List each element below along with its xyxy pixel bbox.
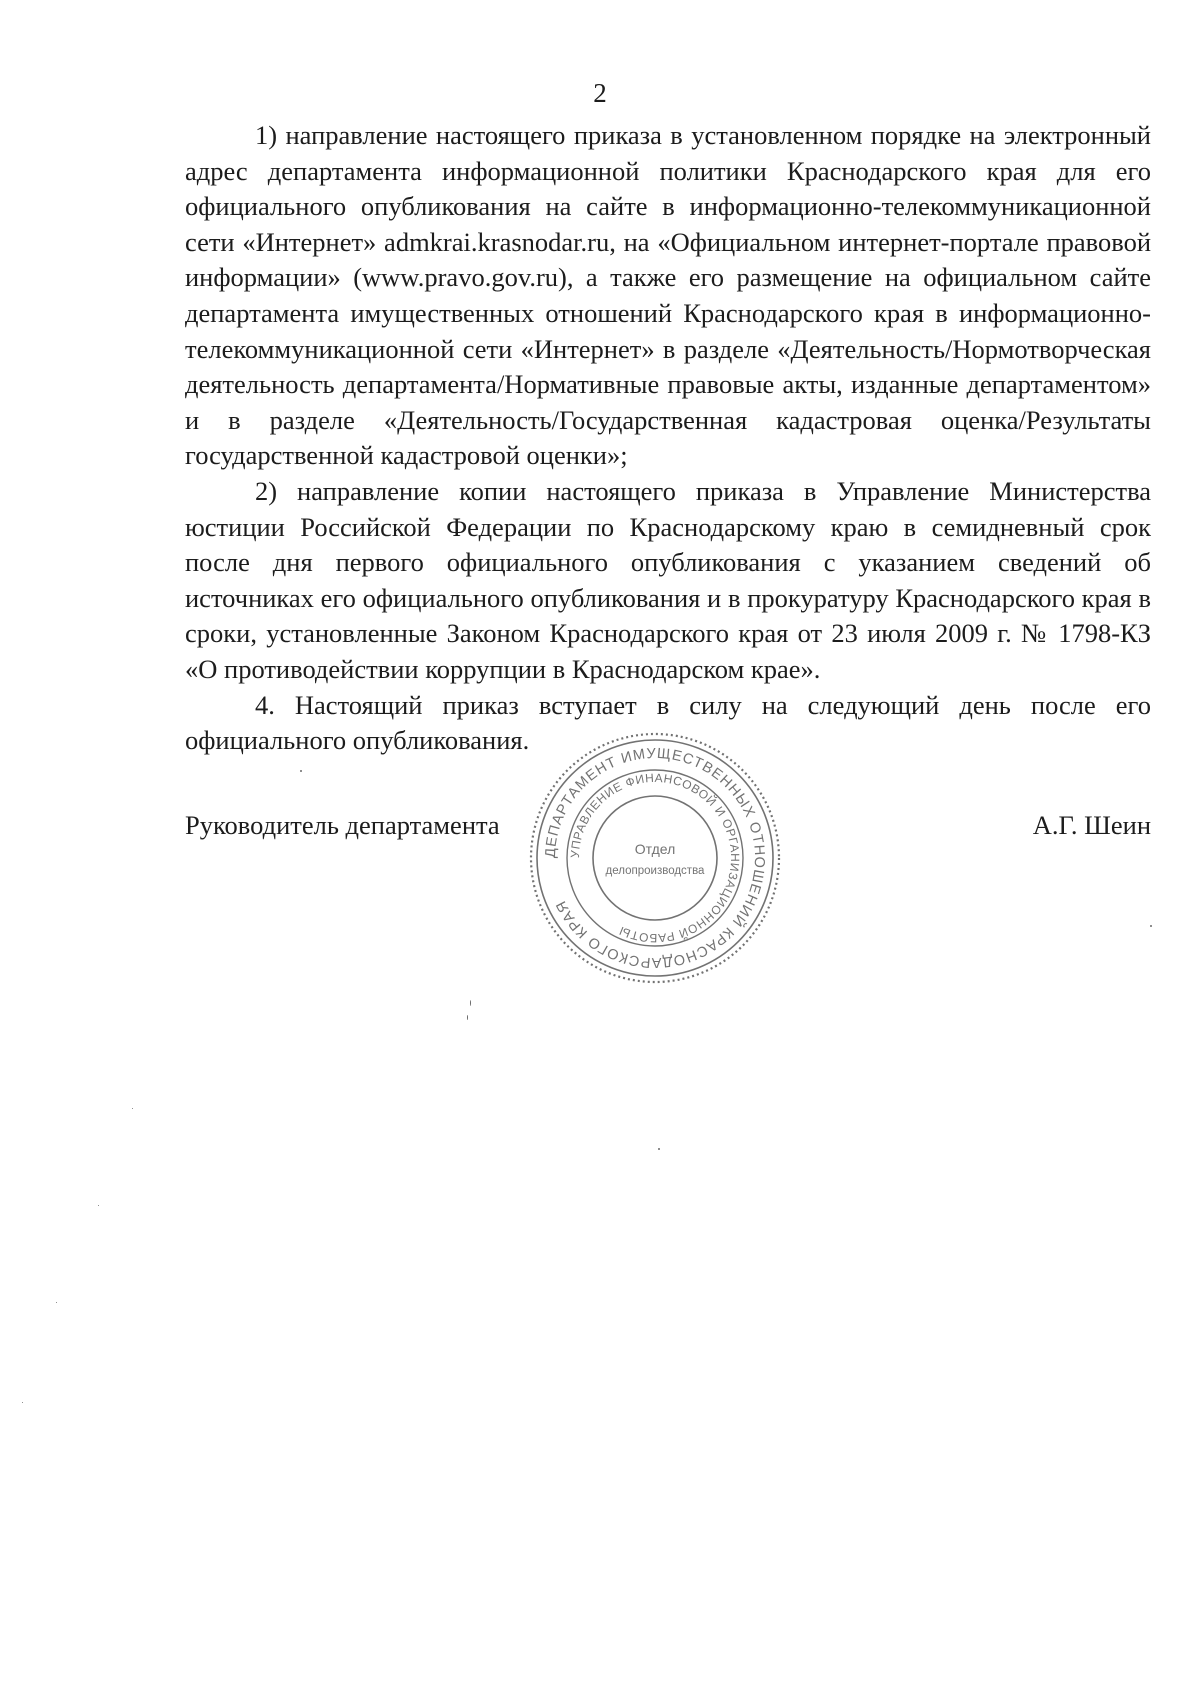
paragraph-ministry-copy: 2) направление копии настоящего приказа в Управление Министерства юстиции Российской Федерации по Краснодарскому краю в семидневный срок после дня первого официального опубликования с указанием сведений об источниках его официального опубликования и в прокуратуру Краснодарского края в сроки, установленные Законом Краснодарского края от 23 июля 2009 г. № 1798-КЗ «О противодействии коррупции в Краснодарском крае». (185, 475, 1151, 684)
official-seal-stamp (525, 728, 785, 988)
scan-speck (132, 1108, 133, 1109)
scan-speck (658, 1148, 660, 1150)
seal-center-line-2: делопроизводства (605, 865, 705, 877)
scan-speck (1150, 925, 1152, 927)
scan-speck (467, 1015, 468, 1020)
scan-speck (470, 1000, 471, 1006)
scan-speck (300, 770, 302, 772)
signatory-title: Руководитель департамента (185, 810, 500, 840)
paragraph-effective-date: 4. Настоящий приказ вступает в силу на следующий день после его официального опубликования. (185, 689, 1151, 756)
signatory-name: А.Г. Шеин (1032, 810, 1151, 840)
seal-center-line-1: Отдел (634, 841, 676, 857)
scan-speck (22, 1402, 23, 1403)
paragraph-publication: 1) направление настоящего приказа в установленном порядке на электронный адрес департамента информационной политики Краснодарского края для его официального опубликования на сайте в информационно-телекоммуникационной сети «Интернет» admkrai.krasnodar.ru, на «Официальном интернет-портале правовой информации» (www.pravo.gov.ru), а также его размещение на официальном сайте департамента имущественных отношений Краснодарского края в информационно-телекоммуникационной сети «Интернет» в разделе «Деятельность/Нормотворческая деятельность департамента/Нормативные правовые акты, изданные департаментом» и в разделе «Деятельность/Государственная кадастровая оценка/Результаты государственной кадастровой оценки»; (185, 120, 1151, 471)
seal-outer-text: ДЕПАРТАМЕНТ ИМУЩЕСТВЕННЫХ ОТНОШЕНИЙ КРАСНОДАРСКОГО КРАЯ (542, 745, 768, 971)
scan-speck (98, 1205, 99, 1206)
document-body (185, 118, 1151, 759)
scan-speck (56, 1302, 57, 1303)
seal-inner-text: УПРАВЛЕНИЕ ФИНАНСОВОЙ И ОРГАНИЗАЦИОННОЙ РАБОТЫ (567, 770, 743, 946)
page-number: 2 (593, 78, 607, 108)
